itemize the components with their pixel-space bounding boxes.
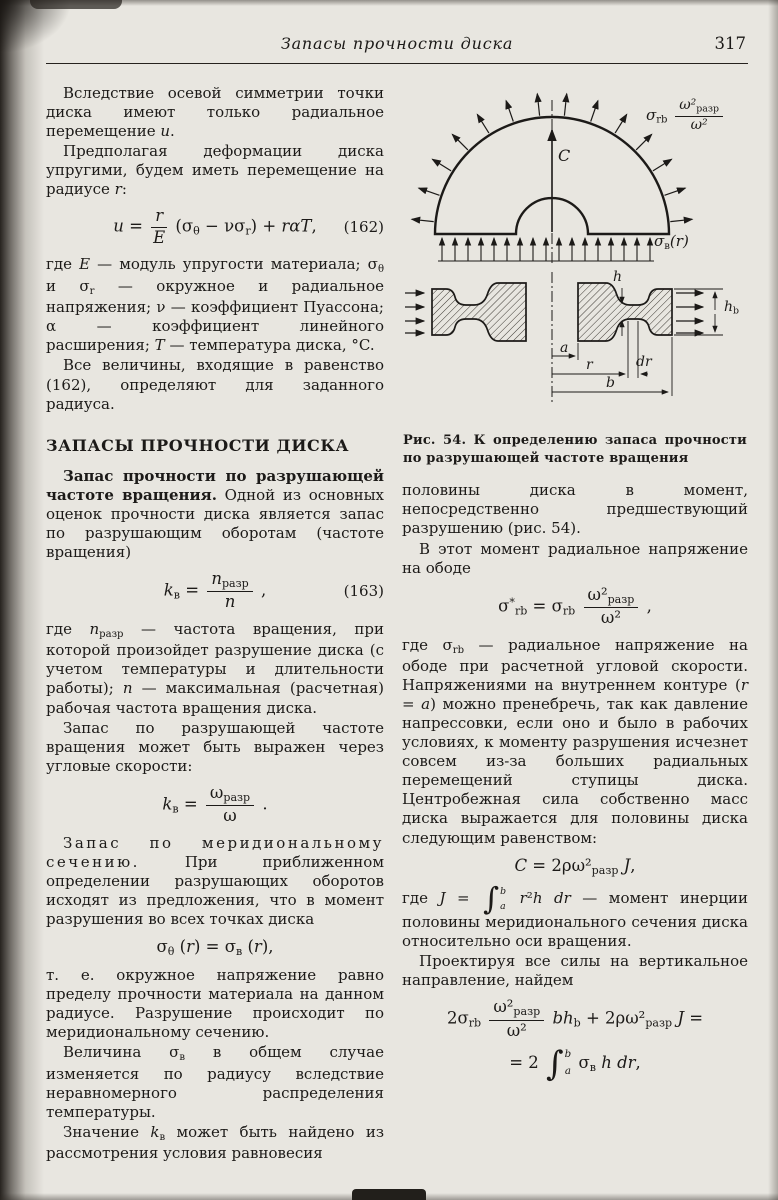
formula-centrifugal-force: C = 2ρω²разр J, — [514, 855, 636, 877]
formula-163: kв = $\frac{\text{nразр}}{n}$ , — [163, 568, 267, 612]
formula-equilibrium-line1: 2σrb $\frac{\text{ω²разр}}{\text{ω²}}$ bhb + 2ρω²разр J = — [446, 997, 704, 1040]
equation-equilibrium-line1 — [402, 998, 748, 1040]
equation-centrifugal-force — [402, 856, 748, 877]
paragraph-kv-equilibrium: Значение kв может быть найдено из рассмотрения условия равновесия — [46, 1122, 384, 1163]
formula-equilibrium-line2: = 2 ∫ b a σв h dr, — [509, 1044, 641, 1084]
formula-sigma-rb-star: σ*rb = σrb $\frac{\text{ω²разр}}{\text{ω²}}$ , — [498, 584, 652, 628]
binding-shadow — [0, 0, 44, 1200]
page-edge-shadow-right — [768, 0, 778, 1200]
label-sigma-rb-omega: σrb $\frac{\text{ω²разр}}{\text{ω²}}$ — [646, 98, 726, 134]
paragraph-values-for-radius: Все величины, входящие в равенство (162), определяют для заданного радиуса. — [46, 356, 384, 413]
header-rule — [46, 63, 748, 64]
label-h-b: hb — [724, 299, 740, 317]
page-content — [46, 34, 748, 1164]
paragraph-burst-speed-margin: Запас прочности по разрушающей частоте вращения. Одной из основных оценок прочности диска является запас по разрушающим оборотам (частоте вращения) — [46, 466, 384, 561]
equation-number-163: (163) — [343, 581, 384, 600]
figure-54 — [402, 84, 748, 425]
label-b: b — [606, 375, 615, 391]
label-dr: dr — [636, 354, 652, 370]
equation-sigma-theta — [46, 937, 384, 958]
section-heading: ЗАПАСЫ ПРОЧНОСТИ ДИСКА — [46, 435, 350, 455]
equation-162 — [46, 207, 384, 247]
paragraph-half-disk-moment: половины диска в момент, непосредственно предшествующий разрушению (рис. 54). — [402, 481, 748, 538]
formula-sigma-theta: σθ (r) = σв (r), — [156, 936, 274, 958]
section-stress-arrows — [438, 238, 654, 261]
paragraph-sigma-rb-explanation: где σrb — радиальное напряжение на ободе при расчетной угловой скорости. Напряжениями на внутреннем контуре (r = a) можно пренебречь, так как давление напрессовки, если оно и было в рабочих условиях, к моменту разрушения исчезнет совсем из-за больших радиальных перемещений ступицы диска. Центробежная сила собственно масс диска выражается для половины диска следующим равенством: — [402, 635, 749, 847]
label-h: h — [613, 269, 623, 285]
label-a: a — [560, 340, 569, 356]
left-column — [46, 84, 384, 1164]
paragraph-axial-symmetry: Вследствие осевой симметрии точки диска имеют только радиальное перемещение u. — [46, 84, 384, 141]
formula-kv-omega: kв = $\frac{\text{ωразр}}{\omega}$ . — [162, 782, 268, 826]
paragraph-projecting-forces: Проектируя все силы на вертикальное направление, найдем — [402, 952, 748, 990]
figure-54-drawing — [402, 84, 748, 425]
paragraph-angular-velocities: Запас по разрушающей частоте вращения может быть выражен через угловые скорости: — [46, 718, 384, 775]
paragraph-symbols-explanation: где E — модуль упругости материала; σθ и σr — окружное и радиальное напряжения; ν — коэффициент Пуассона; α — коэффициент линейного расширения; T — температура диска, °C. — [46, 255, 384, 355]
paragraph-n-razr-explanation: где nразр — частота вращения, при которой произойдет разрушение диска (с учетом температуры и длительности работы); n — максимальная (расчетная) рабочая частота вращения диска. — [46, 619, 384, 717]
label-force-c: C — [558, 146, 571, 165]
scan-artifact-top — [30, 0, 122, 9]
equation-kv-omega — [46, 784, 384, 826]
page-number: 317 — [714, 34, 746, 53]
paragraph-rim-radial-stress: В этот момент радиальное напряжение на ободе — [402, 539, 748, 577]
equation-number-162: (162) — [343, 218, 384, 237]
paragraph-hoop-stress-limit: т. е. окружное напряжение равно пределу прочности материала на данном радиусе. Разрушение происходит по меридиональному сечению. — [46, 965, 384, 1042]
right-column — [402, 84, 748, 1164]
paragraph-meridional-section: Запас по меридиональному сечению. При приближенном определении разрушающих оборотов исходят из предложения, что в момент разрушения во всех точках диска — [46, 833, 384, 928]
label-sigma-v-r: σв(r) — [654, 232, 689, 252]
running-head-title: Запасы прочности диска — [280, 34, 514, 53]
figure-caption: Рис. 54. К определению запаса прочности по разрушающей частоте вращения — [403, 433, 747, 467]
two-column-layout — [46, 84, 748, 1164]
equation-163 — [46, 570, 384, 612]
scan-artifact-bottom — [352, 1189, 426, 1200]
equation-equilibrium-line2 — [402, 1044, 748, 1084]
paragraph-sigma-v-variation: Величина σв в общем случае изменяется по радиусу вследствие неравномерного распределения температуры. — [46, 1043, 384, 1121]
running-head — [46, 34, 748, 60]
paragraph-moment-of-inertia: где J = ∫ b a r²h dr — момент инерции половины меридионального сечения диска относительно оси вращения. — [402, 880, 748, 950]
equation-sigma-rb-star — [402, 586, 748, 628]
formula-162: u = $\frac{r}{E}$ (σθ − νσr) + rαT, — [113, 206, 317, 247]
paragraph-elastic-deformation: Предполагая деформации диска упругими, будем иметь перемещение на радиусе r: — [46, 142, 384, 199]
label-r: r — [586, 357, 593, 373]
